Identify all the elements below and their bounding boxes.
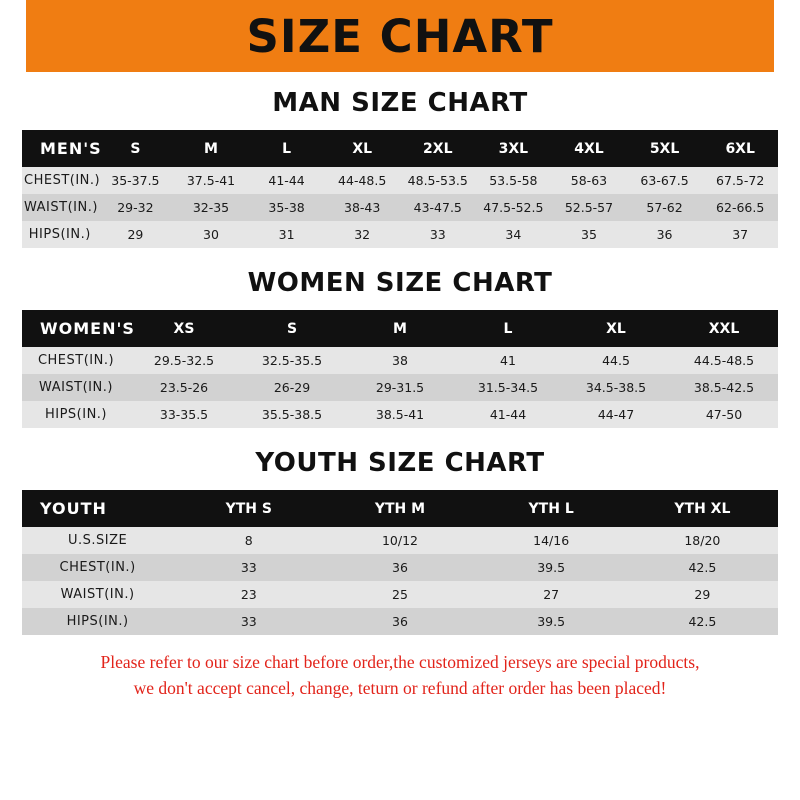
- cell: 26-29: [238, 374, 346, 401]
- header-banner: [0, 0, 800, 72]
- cell: 23: [173, 581, 324, 608]
- column-header: L: [249, 130, 325, 167]
- cell: 33: [173, 554, 324, 581]
- cell: 35-37.5: [98, 167, 174, 194]
- cell: 63-67.5: [627, 167, 703, 194]
- cell: 43-47.5: [400, 194, 476, 221]
- page-title: SIZE CHART: [246, 9, 554, 63]
- cell: 32.5-35.5: [238, 347, 346, 374]
- table-row: [22, 221, 778, 248]
- cell: 27: [476, 581, 627, 608]
- row-label: WAIST(IN.): [22, 581, 173, 608]
- table-women-size: [22, 310, 778, 428]
- cell: 38-43: [324, 194, 400, 221]
- cell: 35.5-38.5: [238, 401, 346, 428]
- cell: 44-47: [562, 401, 670, 428]
- cell: 36: [324, 608, 475, 635]
- column-header: M: [346, 310, 454, 347]
- table-row: [22, 401, 778, 428]
- section-title-youth: YOUTH SIZE CHART: [255, 448, 545, 478]
- section-women: [0, 268, 800, 428]
- table-youth-body: [22, 527, 778, 635]
- cell: 41-44: [249, 167, 325, 194]
- cell: 31: [249, 221, 325, 248]
- table-row: [22, 194, 778, 221]
- cell: 42.5: [627, 608, 778, 635]
- column-header: M: [173, 130, 249, 167]
- cell: 44.5: [562, 347, 670, 374]
- cell: 44-48.5: [324, 167, 400, 194]
- table-header-row: [22, 310, 778, 347]
- table-row: [22, 374, 778, 401]
- cell: 10/12: [324, 527, 475, 554]
- cell: 58-63: [551, 167, 627, 194]
- cell: 35: [551, 221, 627, 248]
- table-row-header-label: MEN'S: [22, 130, 98, 167]
- section-man: [0, 88, 800, 248]
- table-women-body: [22, 347, 778, 428]
- cell: 35-38: [249, 194, 325, 221]
- cell: 29: [627, 581, 778, 608]
- table-row-header-label: WOMEN'S: [22, 310, 130, 347]
- section-title-man: MAN SIZE CHART: [272, 88, 528, 118]
- cell: 53.5-58: [476, 167, 552, 194]
- column-header: YTH S: [173, 490, 324, 527]
- cell: 23.5-26: [130, 374, 238, 401]
- column-header: XXL: [670, 310, 778, 347]
- cell: 48.5-53.5: [400, 167, 476, 194]
- table-man-head: [22, 130, 778, 167]
- row-label: U.S.SIZE: [22, 527, 173, 554]
- cell: 38: [346, 347, 454, 374]
- cell: 36: [627, 221, 703, 248]
- cell: 41: [454, 347, 562, 374]
- row-label: HIPS(IN.): [22, 608, 173, 635]
- cell: 8: [173, 527, 324, 554]
- cell: 37: [702, 221, 778, 248]
- row-label: CHEST(IN.): [22, 167, 98, 194]
- table-row: [22, 167, 778, 194]
- table-row: [22, 581, 778, 608]
- column-header: 5XL: [627, 130, 703, 167]
- table-row: [22, 527, 778, 554]
- table-man-body: [22, 167, 778, 248]
- column-header: XS: [130, 310, 238, 347]
- column-header: 2XL: [400, 130, 476, 167]
- row-label: HIPS(IN.): [22, 401, 130, 428]
- cell: 32: [324, 221, 400, 248]
- cell: 47-50: [670, 401, 778, 428]
- row-label: CHEST(IN.): [22, 347, 130, 374]
- section-title-women: WOMEN SIZE CHART: [247, 268, 553, 298]
- cell: 62-66.5: [702, 194, 778, 221]
- column-header: L: [454, 310, 562, 347]
- column-header: 4XL: [551, 130, 627, 167]
- column-header: 6XL: [702, 130, 778, 167]
- column-header: XL: [562, 310, 670, 347]
- table-row: [22, 347, 778, 374]
- table-women-head: [22, 310, 778, 347]
- footer-note-line-1: Please refer to our size chart before order,the customized jerseys are special products,: [100, 652, 700, 672]
- table-youth-head: [22, 490, 778, 527]
- column-header: 3XL: [476, 130, 552, 167]
- row-label: CHEST(IN.): [22, 554, 173, 581]
- cell: 33: [400, 221, 476, 248]
- cell: 36: [324, 554, 475, 581]
- cell: 52.5-57: [551, 194, 627, 221]
- table-header-row: [22, 490, 778, 527]
- cell: 33: [173, 608, 324, 635]
- footer-note: [0, 649, 800, 702]
- column-header: S: [98, 130, 174, 167]
- cell: 38.5-41: [346, 401, 454, 428]
- cell: 29.5-32.5: [130, 347, 238, 374]
- row-label: HIPS(IN.): [22, 221, 98, 248]
- cell: 29-32: [98, 194, 174, 221]
- cell: 31.5-34.5: [454, 374, 562, 401]
- cell: 47.5-52.5: [476, 194, 552, 221]
- cell: 29-31.5: [346, 374, 454, 401]
- row-label: WAIST(IN.): [22, 374, 130, 401]
- cell: 41-44: [454, 401, 562, 428]
- table-row-header-label: YOUTH: [22, 490, 173, 527]
- column-header: YTH L: [476, 490, 627, 527]
- cell: 38.5-42.5: [670, 374, 778, 401]
- cell: 42.5: [627, 554, 778, 581]
- cell: 57-62: [627, 194, 703, 221]
- column-header: YTH XL: [627, 490, 778, 527]
- cell: 34: [476, 221, 552, 248]
- column-header: YTH M: [324, 490, 475, 527]
- table-youth-size: [22, 490, 778, 635]
- cell: 29: [98, 221, 174, 248]
- column-header: XL: [324, 130, 400, 167]
- cell: 44.5-48.5: [670, 347, 778, 374]
- table-row: [22, 608, 778, 635]
- cell: 67.5-72: [702, 167, 778, 194]
- cell: 14/16: [476, 527, 627, 554]
- cell: 32-35: [173, 194, 249, 221]
- footer-note-line-2: we don't accept cancel, change, teturn or refund after order has been placed!: [133, 678, 667, 699]
- row-label: WAIST(IN.): [22, 194, 98, 221]
- table-row: [22, 554, 778, 581]
- table-header-row: [22, 130, 778, 167]
- cell: 30: [173, 221, 249, 248]
- column-header: S: [238, 310, 346, 347]
- cell: 25: [324, 581, 475, 608]
- cell: 37.5-41: [173, 167, 249, 194]
- cell: 34.5-38.5: [562, 374, 670, 401]
- cell: 33-35.5: [130, 401, 238, 428]
- section-youth: [0, 448, 800, 635]
- cell: 39.5: [476, 554, 627, 581]
- table-man-size: [22, 130, 778, 248]
- cell: 18/20: [627, 527, 778, 554]
- cell: 39.5: [476, 608, 627, 635]
